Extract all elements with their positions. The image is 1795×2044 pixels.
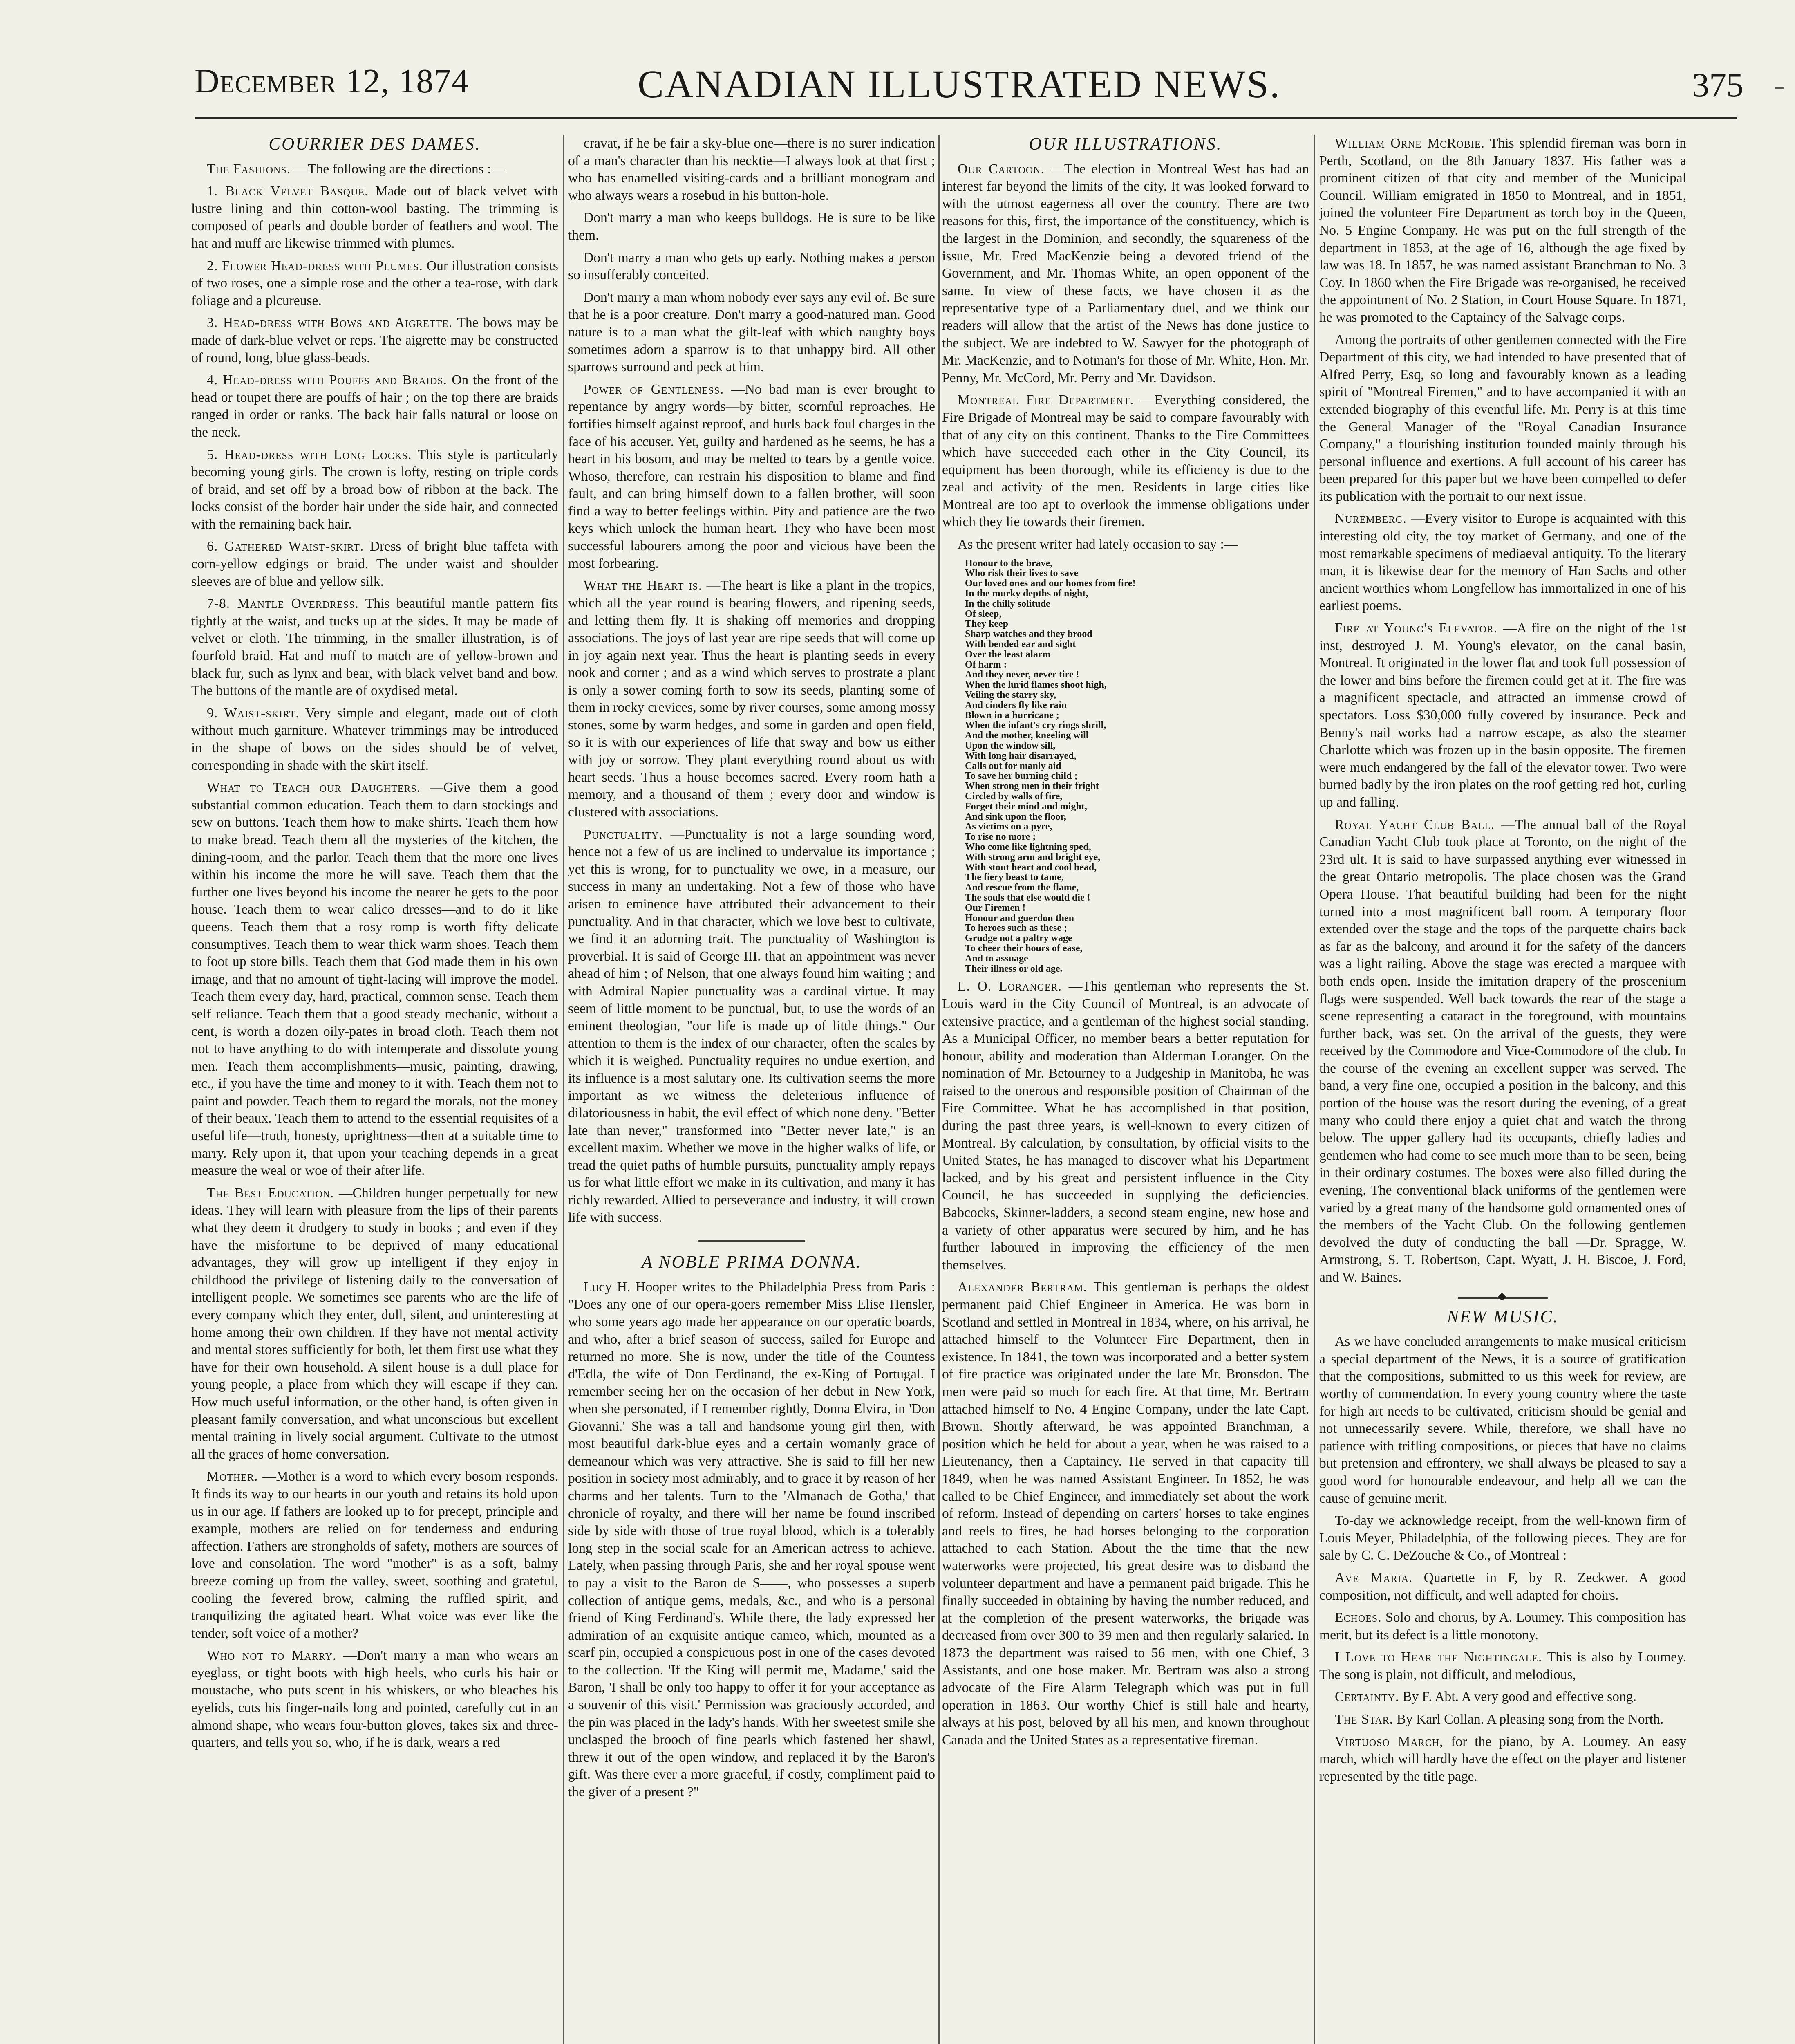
paragraph <box>1319 1333 1686 1507</box>
column-3 <box>942 135 1309 2044</box>
paragraph-text: —The annual ball of the Royal Canadian Yacht Club took place at Toronto, on the night of the 23rd ult. It is said to have surpassed anything ever witnessed in the great Ontario metropolis. The place chosen was the Grand Opera House. That beautiful building had been for the night turned into a most magnificent ball room. A temporary floor extended over the stage and the tops of the parquette chairs back as far as the balcony, and around it for the safety of the dancers was a light railing. Above the stage was erected a marquee with both ends open. Inside the imitation drapery of the proscenium flags were suspended. Well back towards the rear of the stage a scene representing a cataract in the foreground, with mountains further back, was set. On the arrival of the guests, they were received by the Commodore and Vice-Commodore of the club. In the course of the evening an excellent supper was served. The band, a very fine one, occupied a position in the balcony, and this portion of the house was the resort during the evening, of a great many who could there enjoy a quiet chat and watch the throng below. The upper gallery had its occupants, chiefly ladies and gentlemen who had come to see much more than to be seen, being in their ordinary costumes. The boxes were also filled during the evening. The conventional black uniforms of the gentlemen were varied by a great many of the handsome gold ornamented ones of the members of the Yacht Club. On the following gentlemen devolved the duty of conducting the ball —Dr. Spragge, W. Armstrong, S. T. Robertson, Capt. Wyatt, J. H. Biscoe, J. Ford, and W. Baines. <box>1319 817 1686 1285</box>
paragraph <box>568 289 935 376</box>
paragraph-lead: 9. Waist-skirt. <box>207 705 300 721</box>
section-divider <box>698 1240 805 1242</box>
paragraph <box>191 705 558 774</box>
paragraph-text: —The following are the directions :— <box>294 161 505 177</box>
paragraph-lead: What to Teach our Daughters. <box>207 780 421 796</box>
paragraph-text: —A fire on the night of the 1st inst, destroyed J. M. Young's elevator, on the canal basin, Montreal. It originated in the lower flat and took full possession of the lower and bins before the firemen could get at it. The fire was a magnificent spectacle, and attracted an immense crowd of spectators. Loss $30,000 fully covered by insurance. Peck and Benny's nail works had a narrow escape, as also the steamer Charlotte which was frozen up in the basin opposite. The firemen were much endangered by the fall of the elevator tower. Two were burned badly by the iron plates on the roof getting red hot, curling up and falling. <box>1319 621 1686 810</box>
paragraph-lead: Our Cartoon. <box>958 161 1045 177</box>
paragraph-lead: 2. Flower Head-dress with Plumes. <box>207 258 423 273</box>
poem-line: Their illness or old age. <box>965 963 1063 974</box>
poem-line: And cinders fly like rain <box>965 699 1067 710</box>
paragraph <box>1319 1688 1686 1706</box>
paragraph-text: —The election in Montreal West has had an interest far beyond the limits of the city. It was looked forward to with the utmost eagerness all over the country. There are two reasons for this, first, the importance of the constituency, which is the largest in the Dominion, and secondly, the squareness of the issue, Mr. Fred MacKenzie being a devoted friend of the Government, and Mr. Thomas White, an open opponent of the same. In view of these facts, we have chosen it as the representative type of a Parliamentary duel, and we think our readers will allow that the artist of the News has done justice to the subject. We are indebted to W. Sawyer for the photograph of Mr. MacKenzie, and to Notman's for those of Mr. White, Hon. Mr. Penny, Mr. McCord, Mr. Perry and Mr. Davidson. <box>942 161 1309 385</box>
poem-line: Upon the window sill, <box>965 740 1056 751</box>
paragraph <box>191 446 558 533</box>
paragraph-text: As we have concluded arrangements to make musical criticism a special department of the News, it is a source of gratification that the compositions, submitted to us this week for review, are worthy of commendation. In every young country where the taste for high art needs to be cultivated, criticism should be genial and not unnecessarily severe. While, therefore, we shall have no patience with trifling compositions, or pieces that have no claims but pretension and effrontery, we shall always be pleased to say a good word for honourable endeavour, and help all we can the cause of genuine merit. <box>1319 1334 1686 1506</box>
paragraph <box>568 209 935 244</box>
poem-line: The souls that else would die ! <box>965 892 1090 903</box>
paragraph-lead: The Star. <box>1335 1712 1394 1727</box>
paragraph-lead: 6. Gathered Waist-skirt. <box>207 539 364 554</box>
paragraph <box>568 381 935 573</box>
poem-line: With bended ear and sight <box>965 639 1076 650</box>
paragraph-lead: Punctuality. <box>584 827 663 842</box>
paragraph-text: for the piano, by A. Loumey. An easy march, which will hardly have the effect on the player and listener represented by the title page. <box>1319 1734 1686 1784</box>
poem-line: Who risk their lives to save <box>965 568 1079 579</box>
paragraph <box>191 538 558 590</box>
paragraph <box>1319 1733 1686 1786</box>
section-heading-illustrations: OUR ILLUSTRATIONS. <box>1029 135 1222 154</box>
paragraph <box>1319 135 1686 327</box>
paragraph-text: Very simple and elegant, made out of cloth without much garniture. Whatever trimmings may be introduced in the shape of bows on the sides should be of velvet, corresponding in shade with the skirt itself. <box>191 705 558 773</box>
paragraph-lead: Nuremberg. <box>1335 511 1407 527</box>
paragraph <box>191 1647 558 1752</box>
header-rule <box>195 117 1737 119</box>
poem-line: To save her burning child ; <box>965 771 1078 782</box>
section-heading-new-music: NEW MUSIC. <box>1447 1307 1559 1327</box>
paragraph <box>1319 332 1686 506</box>
paragraph <box>191 314 558 367</box>
poem-line: And sink upon the floor, <box>965 811 1066 822</box>
poem-line: As victims on a pyre, <box>965 821 1052 832</box>
poem-line: And to assuage <box>965 953 1028 964</box>
poem-line: And rescue from the flame, <box>965 882 1079 893</box>
paragraph-lead: 4. Head-dress with Pouffs and Braids. <box>207 372 448 388</box>
poem-line: Of sleep, <box>965 608 1002 619</box>
poem-line: Calls out for manly aid <box>965 760 1061 771</box>
paragraph-text: Solo and chorus, by A. Loumey. This composition has merit, but its defect is a little monotony. <box>1319 1610 1686 1643</box>
paragraph <box>568 1279 935 1801</box>
paragraph-text: —The heart is like a plant in the tropics, which all the year round is bearing flowers, and ripening seeds, and letting them fly. It is shaking off memories and dropping associations. The joys of last year are ripe seeds that will come up in joy again next year. Thus the heart is planting seeds in every nook and corner ; and as a wind which serves to prostrate a plant is only a sower coming forth to sow its seeds, planting some of them in rocky crevices, some by river courses, some among mossy stones, some by warm hedges, and some in garden and open field, so it is with our experiences of life that sway and bow us either with joy or sorrow. They plant everything round about us with heart seeds. Thus a house becomes sacred. Every room hath a memory, and a thousand of them ; every door and window is clustered with associations. <box>568 578 935 820</box>
paragraph <box>942 161 1309 387</box>
poem-line: To rise no more ; <box>965 831 1036 843</box>
paragraph-text: —Mother is a word to which every bosom responds. It finds its way to our hearts in our youth and retains its hold upon us in our age. If fathers are looked up to for precept, principle and example, mothers are relied on for tenderness and enduring affection. Fathers are strongholds of safety, mothers are sources of love and consolation. The word "mother" is as a soft, balmy breeze coming up from the valley, sweet, soothing and grateful, cooling the fevered brow, calming the ruffled spirit, and tranquilizing the agitated heart. What voice was ever like the tender, soft voice of a mother? <box>191 1469 558 1641</box>
margin-mark <box>1774 82 1786 94</box>
paragraph-text: —Give them a good substantial common education. Teach them to darn stockings and sew on buttons. Teach them how to make shirts. Teach them how to make bread. Teach them all the mysteries of the kitchen, the dining-room, and the parlor. Teach them that the more one lives within his income the more he will save. Teach them that the further one lives beyond his income the nearer he gets to the poor house. Teach them to wear calico dresses—and to do it like queens. Teach them that a rosy romp is worth fifty delicate consumptives. Teach them to wear thick warm shoes. Teach them to foot up store bills. Teach them that God made them in his own image, and that no amount of tight-lacing will improve the model. Teach them every day, hard, practical, common sense. Teach them self reliance. Teach them that a good steady mechanic, without a cent, is worth a dozen oily-pates in broad cloth. Teach them not not to have anything to do with intemperate and dissolute young men. Teach them accomplishments—music, painting, drawing, etc., if you have the time and money to it with. Teach them not to paint and powder. Teach them to regard the morals, not the money of their beaux. Teach them to attend to the essential requisites of a useful life—truth, honesty, uprightness—then at a suitable time to marry. Rely upon it, that upon your teaching depends in a great measure the weal or woe of their after life. <box>191 780 558 1179</box>
paragraph-lead: 3. Head-dress with Bows and Aigrette. <box>207 315 453 331</box>
article-body <box>1319 135 1686 1286</box>
paragraph <box>191 1468 558 1642</box>
paragraph-text: Among the portraits of other gentlemen connected with the Fire Department of this city, we had intended to have presented that of Alfred Perry, Esq, so long and favourably known as a leading spirit of "Montreal Firemen," and to have accompanied it with an extended biography of this eventful life. Mr. Perry is at this time the General Manager of the "Royal Canadian Insurance Company," a flourishing institution founded mainly through his personal influence and exertions. A full account of his career has been prepared for this paper but we have been compelled to defer its publication with the portrait to our next issue. <box>1319 332 1686 504</box>
poem-line: Who come like lightning sped, <box>965 841 1091 852</box>
paragraph-text: Dress of bright blue taffeta with corn-yellow edgings or braid. The under waist and shoulder sleeves are of blue and yellow silk. <box>191 539 558 589</box>
paragraph-text: —Punctuality is not a large sounding word, hence not a few of us are inclined to undervalue its importance ; yet this is wrong, for to punctuality we owe, in a measure, our success in many an undertaking. Not a few of those who have arisen to eminence have attributed their advancement to their punctuality. And in that character, which we love best to cultivate, we find it an adorning trait. The punctuality of Washington is proverbial. It is said of George III. that an appointment was never ahead of him ; of Nelson, that one always found him waiting ; and with Admiral Napier punctuality was a cardinal virtue. It may seem of little moment to be punctual, but, to use the words of an eminent theologian, "our life is made up of little things." Our attention to them is the index of our character, often the scales by which it is weighed. Punctuality requires no undue exertion, and its influence is a most salutary one. Its cultivation seems the more important as we witness the deleterious influence of dilatoriousness in habit, the evil effect of which none deny. "Better late than never," transformed into "Better never late," is an excellent maxim. Whether we move in the higher walks of life, or tread the quiet paths of humble pursuits, punctuality amply repays us for what little effort we make in its cultivation, and many it has richly rewarded. Allied to perseverance and industry, it will crown life with success. <box>568 827 935 1225</box>
paragraph <box>942 978 1309 1274</box>
article-body <box>942 161 1309 554</box>
paragraph <box>1319 1569 1686 1604</box>
paragraph-lead: Who not to Marry. <box>207 1648 337 1663</box>
paragraph-text: Don't marry a man who gets up early. Nothing makes a person so insufferably conceited. <box>568 250 935 283</box>
paragraph-lead: Royal Yacht Club Ball. <box>1335 817 1495 832</box>
poem-line: In the chilly solitude <box>965 598 1050 609</box>
newspaper-title: CANADIAN ILLUSTRATED NEWS. <box>638 62 1281 106</box>
paragraph <box>191 595 558 700</box>
paragraph <box>191 1185 558 1464</box>
poem-line: Blown in a hurricane ; <box>965 710 1059 721</box>
paragraph-lead: What the Heart is. <box>584 578 703 594</box>
section-heading-prima-donna: A NOBLE PRIMA DONNA. <box>641 1253 862 1272</box>
paragraph <box>191 258 558 310</box>
paragraph-lead: William Orne McRobie. <box>1335 136 1485 151</box>
paragraph-text: This splendid fireman was born in Perth, Scotland, on the 8th January 1837. His father was a prominent citizen of that city and member of the Municipal Council. William emigrated in 1850 to Montreal, and in 1851, joined the volunteer Fire Department as torch boy in the Queen, No. 5 Engine Company. He was put on the full strength of the department in 1853, at the age of 16, although the age fixed by law was 18. In 1857, he was named assistant Branchman to No. 3 Coy. In 1860 when the Fire Brigade was re-organised, he received the appointment of No. 2 Station, in Court House Square. In 1871, he was promoted to the Captaincy of the Salvage corps. <box>1319 136 1686 325</box>
column-divider-2 <box>938 135 940 2044</box>
section-heading-courrier: COURRIER DES DAMES. <box>269 135 481 154</box>
poem-line: Circled by walls of fire, <box>965 791 1063 802</box>
paragraph-text: This beautiful mantle pattern fits tightly at the waist, and tucks up at the sides. It may be made of velvet or cloth. The trimming, in the smaller illustration, is of fourfold braid. Hat and muff to match are of yellow-brown and black fur, such as lynx and bear, with black velvet band and bow. The buttons of the mantle are of oxydised metal. <box>191 596 558 699</box>
paragraph-lead: 5. Head-dress with Long Locks. <box>207 447 412 462</box>
poem-line: Our Firemen ! <box>965 902 1026 913</box>
paragraph-text: This style is particularly becoming young girls. The crown is lofty, resting on triple cords of braid, and set off by a broad bow of ribbon at the back. The locks consist of the border hair under the side hair, and connected with the remaining back hair. <box>191 447 558 532</box>
paragraph-text: —Don't marry a man who wears an eyeglass, or tight boots with high heels, who curls his hair or moustache, who puts scent in his whiskers, or who bleaches his eyelids, cuts his finger-nails long and pointed, carefully cut in an almond shape, who wears four-button gloves, takes six and three-quarters, and tells you so, who, if he is dark, wears a red <box>191 1648 558 1750</box>
poem-line: When the lurid flames shoot high, <box>965 679 1107 690</box>
poem-line: When strong men in their fright <box>965 781 1099 792</box>
paragraph-lead: The Fashions. <box>207 161 291 177</box>
poem-line: With strong arm and bright eye, <box>965 852 1101 863</box>
paragraph <box>191 779 558 1180</box>
poem-line: Our loved ones and our homes from fire! <box>965 578 1136 589</box>
paragraph-text: On the front of the head or toupet there are pouffs of hair ; on the top there are braids ranged in order or ranks. The back hair falls natural or loose on the neck. <box>191 372 558 440</box>
masthead <box>0 0 1795 131</box>
poem-line: And the mother, kneeling will <box>965 730 1089 741</box>
paragraph-text: —Children hunger perpetually for new ideas. They will learn with pleasure from the lips of their parents what they deem it drudgery to study in books ; and even if they have the misfortune to be deprived of many educational advantages, they will grow up intelligent if they enjoy in childhood the privilege of listening daily to the conversation of intelligent people. We sometimes see parents who are the life of every company which they enter, dull, silent, and uninteresting at home among their own children. If they have not mental activity and mental stores sufficiently for both, let them first use what they have for their own household. A silent house is a dull place for young people, a place from which they will escape if they can. How much useful information, or the other hand, is often given in pleasant family conversation, and what unconscious but excellent mental training in lively social argument. Cultivate to the utmost all the graces of home conversation. <box>191 1185 558 1462</box>
poem-line: Honour and guerdon then <box>965 912 1074 923</box>
poem-line: When the infant's cry rings shrill, <box>965 720 1106 731</box>
paragraph-lead: L. O. Loranger. <box>958 979 1062 994</box>
column-4 <box>1319 135 1686 2044</box>
article-body <box>191 161 558 1752</box>
article-body <box>568 1279 935 1801</box>
paragraph-text: By Karl Collan. A pleasing song from the North. <box>1397 1712 1664 1727</box>
article-body <box>1319 1333 1686 1785</box>
column-divider-1 <box>563 135 564 2044</box>
paragraph <box>1319 1649 1686 1683</box>
page-number: 375 <box>1692 66 1744 104</box>
firemen-poem <box>965 558 1309 974</box>
paragraph-lead: Fire at Young's Elevator. <box>1335 621 1498 636</box>
issue-date: December 12, 1874 <box>195 62 469 100</box>
paragraph-lead: Certainty. <box>1335 1689 1399 1705</box>
paragraph-text: To-day we acknowledge receipt, from the well-known firm of Louis Meyer, Philadelphia, of the following pieces. They are for sale by C. C. DeZouche & Co., of Montreal : <box>1319 1513 1686 1563</box>
ornament-divider <box>1458 1297 1548 1299</box>
poem-line: With long hair disarrayed, <box>965 750 1077 761</box>
paragraph-text: Made out of black velvet with lustre lining and thin cotton-wool basting. The trimming is composed of pearls and double border of feathers and wool. The hat and muff are likewise trimmed with plumes. <box>191 184 558 251</box>
column-divider-3 <box>1314 135 1315 2044</box>
poem-line: With stout heart and cool head, <box>965 862 1097 873</box>
paragraph <box>1319 510 1686 615</box>
paragraph-lead: Virtuoso March, <box>1335 1734 1444 1749</box>
article-body <box>942 978 1309 1749</box>
paragraph <box>1319 1609 1686 1644</box>
poem-line: In the murky depths of night, <box>965 588 1088 599</box>
paragraph-text: —Everything considered, the Fire Brigade of Montreal may be said to compare favourably with that of any city on this continent. Thanks to the Fire Committees which have succeeded each other in the City Council, its equipment has been thorough, while its efficiency is due to the zeal and activity of the men. Residents in large cities like Montreal are too apt to overlook the immense obligations under which they lie towards their firemen. <box>942 392 1309 530</box>
paragraph <box>1319 620 1686 811</box>
paragraph-text: By F. Abt. A very good and effective song. <box>1402 1689 1636 1705</box>
article-body <box>568 135 935 1226</box>
paragraph-lead: Power of Gentleness. <box>584 381 724 397</box>
poem-line: Sharp watches and they brood <box>965 629 1092 640</box>
paragraph <box>1319 1512 1686 1564</box>
paragraph-lead: I Love to Hear the Nightingale. <box>1335 1650 1542 1665</box>
poem-line: Over the least alarm <box>965 649 1051 660</box>
paragraph <box>942 392 1309 531</box>
poem-line: To cheer their hours of ease, <box>965 943 1083 954</box>
paragraph-lead: Ave Maria. <box>1335 1570 1413 1585</box>
paragraph-text: cravat, if he be fair a sky-blue one—there is no surer indication of a man's character than his necktie—I always look at that first ; who has enamelled visiting-cards and a brilliant monogram and who always wears a rosebud in his button-hole. <box>568 136 935 203</box>
paragraph-lead: 1. Black Velvet Basque. <box>207 184 369 199</box>
paragraph-text: —This gentleman who represents the St. Louis ward in the City Council of Montreal, is an advocate of extensive practice, and a gentleman of the highest social standing. As a Municipal Officer, no member bears a better reputation for honour, ability and moderation than Alderman Loranger. On the nomination of Mr. Betourney to a Judgeship in Manitoba, he was raised to the onerous and responsible position of Chairman of the Fire Committee. What he has accomplished in that position, during the past three years, is well-known to every citizen of Montreal. By calculation, by consultation, by official visits to the United States, he has managed to discover what his Department lacked, and by his great and persistent influence in the City Council, he has succeeded in supplying the deficiencies. Babcocks, Skinner-ladders, a second steam engine, new hose and a variety of other apparatus were secured by him, and he has further laboured in improving the efficiency of the men themselves. <box>942 979 1309 1273</box>
paragraph-lead: 7-8. Mantle Overdress. <box>207 596 359 612</box>
poem-line: And they never, never tire ! <box>965 669 1079 680</box>
paragraph <box>1319 816 1686 1286</box>
paragraph-text: Our illustration consists of two roses, one a simple rose and the other a tea-rose, with dark foliage and a plcureuse. <box>191 258 558 308</box>
paragraph-lead: Montreal Fire Department. <box>958 392 1134 408</box>
paragraph <box>942 1279 1309 1749</box>
paragraph <box>568 135 935 204</box>
column-2 <box>568 135 935 2044</box>
column-1 <box>191 135 558 2044</box>
paragraph-lead: The Best Education. <box>207 1185 334 1201</box>
poem-line: To heroes such as these ; <box>965 923 1068 934</box>
paragraph-text: This gentleman is perhaps the oldest permanent paid Chief Engineer in America. He was born in Scotland and settled in Montreal in 1834, where, on his arrival, he attached himself to the Volunteer Fire Department, then in existence. In 1841, the town was incorporated and a better system of fire practice was originated under the late Mr. Bronsdon. The men were paid so much for each fire. At that time, Mr. Bertram attached himself to No. 4 Engine Company, under the late Capt. Brown. Shortly afterward, he was appointed Branchman, a position which he held for about a year, when he was raised to a Lieutenancy, then a Captaincy. He served in that capacity till 1849, when he was named Assistant Engineer. In 1852, he was called to be Chief Engineer, and immediately set about the work of reform. Instead of depending on carters' horses to take engines and reels to fires, he had horses belonging to the corporation attached to each Station. About the the time that the new waterworks were projected, his great desire was to disband the volunteer department and have a permanent paid brigade. This he finally succeeded in obtaining by having the number reduced, and at the completion of the present waterworks, the brigade was decreased from over 300 to 39 men and then regularly salaried. In 1873 the department was raised to 56 men, with one Chief, 3 Assistants, and one hose maker. Mr. Bertram was also a strong advocate of the Fire Alarm Telegraph which was put in full operation in 1863. Our worthy Chief is still hale and hearty, always at his post, beloved by all his men, and known throughout Canada and the United States as a representative fireman. <box>942 1280 1309 1748</box>
paragraph <box>942 536 1309 554</box>
paragraph-text: —Every visitor to Europe is acquainted with this interesting old city, the toy market of Germany, and one of the most remarkable specimens of mediaeval antiquity. To the literary man, it is likewise dear for the memory of Han Sachs and other ancient worthies whom Longfellow has immortalized in one of his earliest poems. <box>1319 511 1686 614</box>
paragraph <box>568 249 935 284</box>
paragraph-lead: Echoes. <box>1335 1610 1382 1625</box>
paragraph <box>568 577 935 821</box>
paragraph-text: This is also by Loumey. The song is plain, not difficult, and melodious, <box>1319 1650 1686 1682</box>
poem-line: The fiery beast to tame, <box>965 872 1064 883</box>
paragraph-text: As the present writer had lately occasion to say :— <box>958 537 1238 552</box>
poem-line: Veiling the starry sky, <box>965 690 1056 701</box>
paragraph-lead: Alexander Bertram. <box>958 1280 1087 1295</box>
poem-line: Grudge not a paltry wage <box>965 933 1072 944</box>
paragraph <box>1319 1711 1686 1728</box>
paragraph-text: Lucy H. Hooper writes to the Philadelphia Press from Paris : "Does any one of our opera-goers remember Miss Elise Hensler, who some years ago made her appearance on our operatic boards, and who, after a brief season of success, sailed for Europe and returned no more. She is now, under the title of the Countess d'Edla, the wife of Don Ferdinand, the ex-King of Portugal. I remember seeing her on the occasion of her debut in New York, when she personated, if I remember rightly, Donna Elvira, in 'Don Giovanni.' She was a tall and handsome young girl then, with most beautiful dark-blue eyes and a certain womanly grace of demeanour which was very attractive. She is said to fill her new position in society most admirably, and to grace it by reason of her charms and her talents. Turn to the 'Almanach de Gotha,' that chronicle of royalty, and there will her name be found inscribed side by side with those of true royal blood, which is a tolerably long step in the social scale for an American actress to achieve. Lately, when passing through Paris, she and her royal spouse went to pay a visit to the Baron de S——, who possesses a superb collection of antique gems, medals, &c., and who is a personal friend of King Ferdinand's. While there, the lady expressed her admiration of an exquisite antique cameo, which, mounted as a scarf pin, occupied a conspicuous post in one of the cases devoted to the collection. 'If the King will permit me, Madame,' said the Baron, 'I shall be only too happy to offer it for your acceptance as a souvenir of this visit.' Permission was graciously accorded, and the pin was placed in the lady's hands. With her sweetest smile she unclasped the brooch of fine pearls which fastened her shawl, threw it out of the open window, and replaced it by the Baron's gift. Was there ever a more graceful, if costly, compliment paid to the giver of a present ?" <box>568 1279 935 1800</box>
paragraph-text: Don't marry a man who keeps bulldogs. He is sure to be like them. <box>568 210 935 243</box>
paragraph <box>568 826 935 1227</box>
paragraph-text: —No bad man is ever brought to repentance by angry words—by bitter, scornful reproaches. He fortifies himself against reproof, and hurls back foul charges in the face of his accuser. Yet, guilty and hardened as he seems, he has a heart in his bosom, and may be melted to tears by a gentle voice. Whoso, therefore, can restrain his disposition to blame and find fault, and can bring himself down to a fallen brother, will soon find a way to better feelings within. Pity and patience are the two keys which unlock the human heart. They who have been most successful labourers among the poor and vicious have been the most forbearing. <box>568 381 935 571</box>
paragraph <box>191 161 558 178</box>
poem-line: Honour to the brave, <box>965 558 1053 569</box>
paragraph-lead: Mother. <box>207 1469 258 1484</box>
poem-line: Of harm : <box>965 659 1007 670</box>
paragraph <box>191 372 558 441</box>
paragraph <box>191 183 558 252</box>
paragraph-text: Quartette in F, by R. Zeckwer. A good composition, not difficult, and well adapted for choirs. <box>1319 1570 1686 1603</box>
poem-line: Forget their mind and might, <box>965 801 1087 812</box>
paragraph-text: The bows may be made of dark-blue velvet or reps. The aigrette may be constructed of round, long, blue glass-beads. <box>191 315 558 365</box>
poem-line: They keep <box>965 619 1009 630</box>
paragraph-text: Don't marry a man whom nobody ever says any evil of. Be sure that he is a poor creature. Don't marry a good-natured man. Good nature is to a man what the gilt-leaf with which naughty boys sometimes adorn a sparrow is to that unhappy bird. All other sparrows surround and peck at him. <box>568 289 935 375</box>
